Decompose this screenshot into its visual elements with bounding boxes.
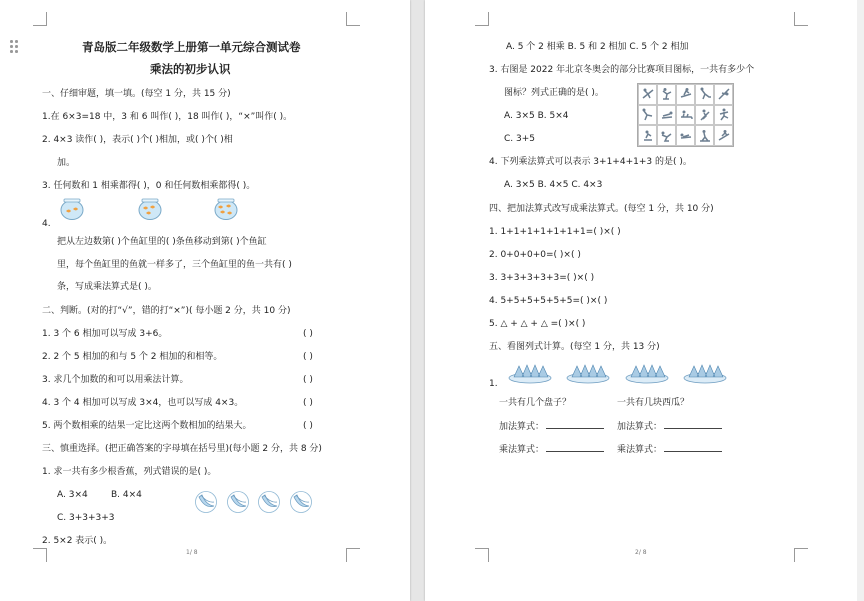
question-1-4-line3: 条，写成乘法算式是( )。	[57, 282, 157, 292]
crop-mark	[33, 548, 47, 562]
answer-blank[interactable]	[546, 419, 604, 429]
answer-paren[interactable]: ( )	[303, 352, 313, 362]
banana-bunch-icon	[258, 490, 280, 514]
nordic-combined-icon	[714, 125, 733, 146]
choice-1-option-a: A. 3×4	[57, 490, 88, 500]
picture-question-plates: 一共有几个盘子？	[499, 398, 572, 408]
fish-bowl-icon	[214, 198, 238, 220]
page-number: 2/ 8	[635, 549, 647, 556]
choice-1-option-b: B. 4×4	[111, 490, 142, 500]
question-1-1: 1.在 6×3=18 中，3 和 6 叫作( )，18 叫作( )，“×”叫作( )。	[42, 112, 293, 122]
luge-icon	[657, 105, 676, 126]
choice-3-option-c: C. 3+5	[504, 134, 535, 144]
short-track-icon	[657, 125, 676, 146]
rewrite-3: 3. 3+3+3+3+3=( )×( )	[489, 273, 595, 283]
question-1-4-number: 4.	[42, 219, 51, 229]
judge-3: 3. 求几个加数的和可以用乘法计算。	[42, 375, 189, 385]
choice-1: 1. 求一共有多少根香蕉，列式错误的是( )。	[42, 467, 217, 477]
crop-mark	[33, 12, 47, 26]
addition-label-2: 加法算式：	[617, 419, 722, 433]
section-4-heading: 四、把加法算式改写成乘法算式。(每空 1 分，共 10 分)	[489, 204, 714, 214]
watermelon-plate-icon	[508, 362, 552, 384]
olympic-icon-grid	[637, 83, 734, 147]
curling-icon	[638, 105, 657, 126]
banana-bunch-icon	[290, 490, 312, 514]
skating-icon	[657, 84, 676, 105]
banana-bunch-icon	[227, 490, 249, 514]
fish-bowl-icon	[60, 198, 84, 220]
snowboard-icon	[676, 84, 695, 105]
choice-3-options-ab: A. 3×5 B. 5×4	[504, 111, 569, 121]
judge-2: 2. 2 个 5 相加的和与 5 个 2 相加的和相等。	[42, 352, 223, 362]
choice-2: 2. 5×2 表示( )。	[42, 536, 113, 546]
judge-5: 5. 两个数相乘的结果一定比这两个数相加的结果大。	[42, 421, 252, 431]
answer-paren[interactable]: ( )	[303, 421, 313, 431]
question-1-4-line2: 里，每个鱼缸里的鱼就一样多了，三个鱼缸里的鱼一共有( )	[57, 260, 292, 270]
section-2-heading: 二、判断。(对的打“√”，错的打“×”)( 每小题 2 分，共 10 分)	[42, 306, 291, 316]
answer-paren[interactable]: ( )	[303, 398, 313, 408]
addition-label-1: 加法算式：	[499, 419, 604, 433]
skeleton-icon	[676, 125, 695, 146]
biathlon-icon	[695, 105, 714, 126]
answer-blank[interactable]	[546, 442, 604, 452]
choice-3: 3. 右图是 2022 年北京冬奥会的部分比赛项目图标，一共有多少个	[489, 65, 755, 75]
fish-bowl-icon	[138, 198, 162, 220]
page-1	[0, 0, 410, 601]
crop-mark	[475, 12, 489, 26]
hockey-icon	[695, 84, 714, 105]
ski-icon	[638, 84, 657, 105]
picture-question-1: 1.	[489, 379, 498, 389]
drag-handle-icon[interactable]	[10, 40, 20, 54]
question-1-3: 3. 任何数和 1 相乘都得( )，0 和任何数相乘都得( )。	[42, 181, 256, 191]
figure-skating-icon	[714, 105, 733, 126]
section-1-heading: 一、仔细审题，填一填。(每空 1 分，共 15 分)	[42, 89, 231, 99]
crop-mark	[346, 12, 360, 26]
page-subtitle: 乘法的初步认识	[150, 62, 231, 76]
watermelon-plate-icon	[683, 362, 727, 384]
rewrite-1: 1. 1+1+1+1+1+1+1=( )×( )	[489, 227, 621, 237]
page-title: 青岛版二年级数学上册第一单元综合测试卷	[82, 40, 301, 54]
page-number: 1/ 8	[186, 549, 198, 556]
choice-1-option-c: C. 3+3+3+3	[57, 513, 115, 523]
answer-blank[interactable]	[664, 419, 722, 429]
choice-4: 4. 下列乘法算式可以表示 3+1+4+1+3 的是( )。	[489, 157, 692, 167]
crop-mark	[475, 548, 489, 562]
rewrite-5: 5. △ + △ + △ =( )×( )	[489, 319, 586, 329]
bobsleigh-icon	[676, 105, 695, 126]
question-1-2-cont: 加。	[57, 158, 76, 168]
question-1-2: 2. 4×3 读作( )，表示( )个( )相加，或( )个( )相	[42, 135, 233, 145]
crop-mark	[346, 548, 360, 562]
cross-country-icon	[695, 125, 714, 146]
section-3-heading: 三、慎重选择。(把正确答案的字母填在括号里)(每小题 2 分，共 8 分)	[42, 444, 322, 454]
answer-paren[interactable]: ( )	[303, 375, 313, 385]
answer-blank[interactable]	[664, 442, 722, 452]
choice-3-cont: 图标？列式正确的是( )。	[504, 88, 604, 98]
multiplication-label-2: 乘法算式：	[617, 442, 722, 456]
rewrite-4: 4. 5+5+5+5+5+5=( )×( )	[489, 296, 608, 306]
crop-mark	[794, 12, 808, 26]
crop-mark	[794, 548, 808, 562]
ski-jump-icon	[714, 84, 733, 105]
banana-bunch-icon	[195, 490, 217, 514]
choice-4-options: A. 3×5 B. 4×5 C. 4×3	[504, 180, 603, 190]
freestyle-icon	[638, 125, 657, 146]
answer-paren[interactable]: ( )	[303, 329, 313, 339]
picture-question-slices: 一共有几块西瓜？	[617, 398, 690, 408]
rewrite-2: 2. 0+0+0+0=( )×( )	[489, 250, 581, 260]
watermelon-plate-icon	[625, 362, 669, 384]
multiplication-label-1: 乘法算式：	[499, 442, 604, 456]
choice-2-options: A. 5 个 2 相乘 B. 5 和 2 相加 C. 5 个 2 相加	[506, 42, 689, 52]
judge-4: 4. 3 个 4 相加可以写成 3×4，也可以写成 4×3。	[42, 398, 244, 408]
judge-1: 1. 3 个 6 相加可以写成 3+6。	[42, 329, 168, 339]
scrollbar[interactable]	[857, 0, 864, 601]
section-5-heading: 五、看图列式计算。(每空 1 分，共 13 分)	[489, 342, 660, 352]
question-1-4-line1: 把从左边数第( )个鱼缸里的( )条鱼移动到第( )个鱼缸	[57, 237, 267, 247]
watermelon-plate-icon	[566, 362, 610, 384]
